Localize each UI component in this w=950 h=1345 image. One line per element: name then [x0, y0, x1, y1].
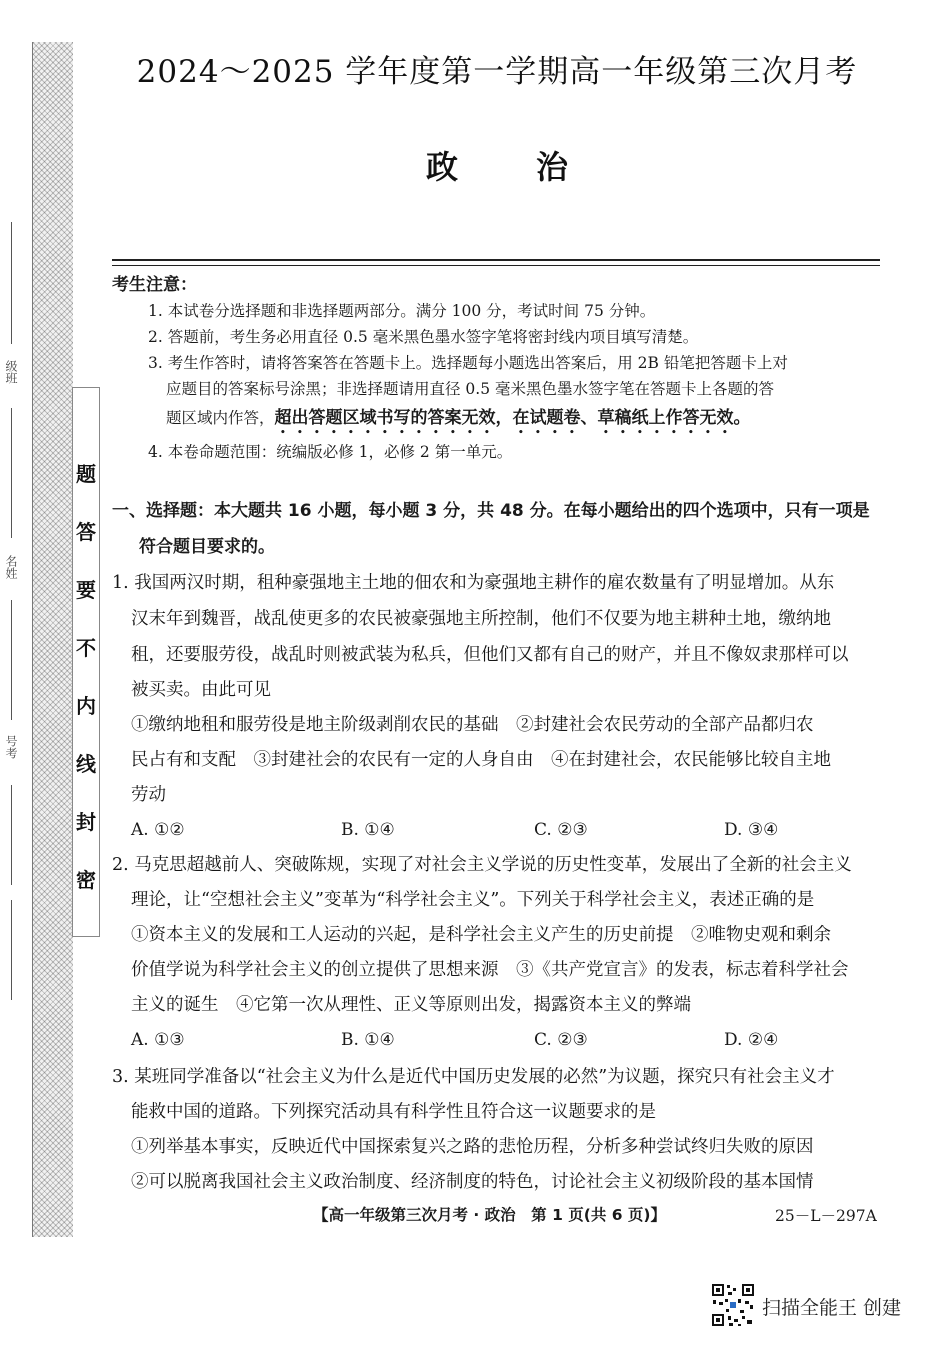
seal-warning-box: [72, 387, 100, 937]
notice-heading: 考生注意：: [112, 275, 197, 295]
field-line-id: [11, 600, 12, 720]
option-a: A. ①②: [131, 820, 185, 840]
notice-item-text: 题区域内作答，: [166, 409, 275, 427]
field-label-name: 名姓: [4, 555, 18, 579]
notice-item: 1. 本试卷分选择题和非选择题两部分。满分 100 分，考试时间 75 分钟。: [148, 302, 656, 320]
notice-item-cont: 应题目的答案标号涂黑；非选择题请用直径 0.5 毫米黑色墨水签字笔在答题卡上各题的答: [166, 380, 775, 398]
seal-warning-char: 要: [76, 578, 96, 602]
question-line: 主义的诞生 ④它第一次从理性、正义等原则出发，揭露资本主义的弊端: [131, 995, 691, 1015]
question-line: 1. 我国两汉时期，租种豪强地主土地的佃农和为豪强地主耕作的雇农数量有了明显增加。从东: [112, 573, 835, 593]
scanner-watermark-label: 扫描全能王 创建: [762, 1297, 902, 1319]
seal-warning-char: 内: [76, 694, 96, 718]
question-line: 能救中国的道路。下列探究活动具有科学性且符合这一议题要求的是: [131, 1102, 656, 1122]
question-line: ②可以脱离我国社会主义政治制度、经济制度的特色，讨论社会主义初级阶段的基本国情: [131, 1172, 814, 1192]
option-a: A. ①③: [131, 1030, 185, 1050]
question-line: 3. 某班同学准备以“社会主义为什么是近代中国历史发展的必然”为议题，探究只有社会主义才: [112, 1067, 835, 1087]
question-line: ①列举基本事实，反映近代中国探索复兴之路的悲怆历程，分析多种尝试终归失败的原因: [131, 1137, 814, 1157]
field-label-id: 号考: [4, 735, 18, 759]
question-line: 被买卖。由此可见: [131, 680, 271, 700]
seal-warning-char: 不: [76, 636, 96, 660]
option-d: D. ③④: [724, 820, 779, 840]
header-divider: [112, 259, 880, 261]
question-line: ①资本主义的发展和工人运动的兴起，是科学社会主义产生的历史前提 ②唯物史观和剩余: [131, 925, 831, 945]
binding-strip: [32, 42, 96, 1237]
notice-item: 2. 答题前，考生务必用直径 0.5 毫米黑色墨水签字笔将密封线内项目填写清楚。: [148, 328, 699, 346]
notice-item: 4. 本卷命题范围：统编版必修 1，必修 2 第一单元。: [148, 443, 513, 461]
section-heading: 一、选择题：本大题共 16 小题，每小题 3 分，共 48 分。在每小题给出的四个选项中，只有一项是: [112, 501, 870, 521]
field-line-extra: [11, 900, 12, 1000]
question-line: 民占有和支配 ③封建社会的农民有一定的人身自由 ④在封建社会，农民能够比较自主地: [131, 750, 831, 770]
seal-warning-char: 题: [76, 462, 96, 486]
seal-warning-char: 封: [76, 810, 96, 834]
notice-emphasis: 超出答题区域书写的答案无效，在试题卷、草稿纸上作答无效。: [274, 408, 751, 428]
section-heading-cont: 符合题目要求的。: [139, 537, 275, 557]
question-line: 价值学说为科学社会主义的创立提供了思想来源 ③《共产党宣言》的发表，标志着科学社会: [131, 960, 849, 980]
option-c: C. ②③: [534, 1030, 588, 1050]
question-line: 租，还要服劳役，战乱时则被武装为私兵，但他们又都有自己的财产，并且不像奴隶那样可以: [131, 645, 849, 665]
option-b: B. ①④: [341, 820, 395, 840]
question-line: 理论，让“空想社会主义”变革为“科学社会主义”。下列关于科学社会主义，表述正确的是: [131, 890, 815, 910]
exam-subject: 政治: [425, 148, 646, 186]
option-c: C. ②③: [534, 820, 588, 840]
page-footer: 【高一年级第三次月考 · 政治 第 1 页(共 6 页)】: [313, 1206, 667, 1224]
field-line-class: [11, 222, 12, 344]
seal-warning-char: 线: [76, 752, 96, 776]
qr-code-icon: [711, 1283, 755, 1327]
question-line: ①缴纳地租和服劳役是地主阶级剥削农民的基础 ②封建社会农民劳动的全部产品都归农: [131, 715, 814, 735]
question-line: 2. 马克思超越前人、突破陈规，实现了对社会主义学说的历史性变革，发展出了全新的社会主义: [112, 855, 852, 875]
question-line: 汉末年到魏晋，战乱使更多的农民被豪强地主所控制，他们不仅要为地主耕种土地，缴纳地: [131, 609, 831, 629]
seal-warning-char: 答: [76, 520, 96, 544]
option-d: D. ②④: [724, 1030, 779, 1050]
notice-item-cont: [166, 405, 751, 438]
paper-code: 25－L－297A: [775, 1207, 877, 1225]
exam-title: 2024～2025 学年度第一学期高一年级第三次月考: [136, 54, 858, 90]
notice-item: 3. 考生作答时，请将答案答在答题卡上。选择题每小题选出答案后，用 2B 铅笔把答题卡上对: [148, 354, 788, 372]
field-line-extra: [11, 785, 12, 885]
seal-warning-char: 密: [76, 868, 96, 892]
field-label-class: 级班: [4, 360, 18, 384]
question-line: 劳动: [131, 785, 166, 805]
header-divider-thin: [112, 265, 880, 266]
option-b: B. ①④: [341, 1030, 395, 1050]
field-line-name: [11, 408, 12, 538]
